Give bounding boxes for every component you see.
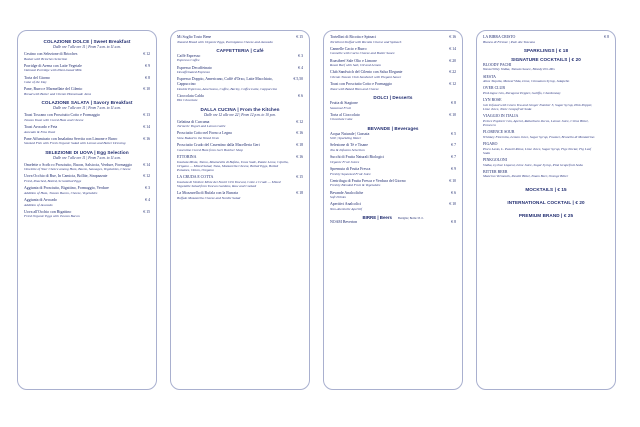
- item-desc: Turmeric Yogurt and Lemon Gelée: [177, 124, 226, 129]
- item-price: € 18: [296, 191, 303, 196]
- item-price: € 16: [449, 35, 456, 39]
- item-desc: Oatmeal Porridge with Plant-based Milk: [24, 68, 82, 73]
- section-title-signature: SIGNATURE COCKTAILS | € 20: [511, 56, 581, 62]
- item-desc: Pisco Lasio, L. Pasetti Rinse, Lime Juice, Sugar Syrup, Figs Nectar, Fig Leaf Soda: [483, 146, 592, 155]
- item-desc: Organic Fruit Juices: [330, 159, 360, 164]
- menu-item: [330, 167, 456, 176]
- item-desc: Mancino Vermouth, Pasetti Bitter, Noam Beer, Orange Bitter: [483, 174, 569, 179]
- item-price: € 5,50: [293, 77, 303, 82]
- menu-item: [24, 174, 150, 183]
- item-name: BITTER BEER: [483, 169, 508, 174]
- item-desc: Whiskey Fiorentia, Lemon Juice, Sugar Syrup, Foamer, Brunello di Montalcino: [483, 134, 595, 139]
- item-desc: Insalata di Verdure Miste dei Nostri Orti Toscani, Cotte e Crude — Mixed Vegetable Salad from Tuscan Gardens, Raw and Cooked: [177, 179, 281, 188]
- menu-item-birra-cristo: [483, 35, 609, 44]
- item-desc: Seasonal Fruit: [330, 105, 351, 110]
- item-price: € 8: [604, 35, 609, 39]
- item-desc: Still | Sparkling Water: [330, 136, 362, 141]
- menu-item: [330, 70, 456, 79]
- menu-item: [177, 54, 303, 63]
- menu-item: [330, 191, 456, 200]
- item-price: € 10: [449, 202, 456, 207]
- item-desc: Buffalo Mozzarella Cheese and Nordic Salad: [177, 195, 241, 200]
- item-name: Aggiunta di Prosciutto, Bigattino, Formaggio, Verdure: [24, 186, 109, 191]
- section-title-cucina: DALLA CUCINA | From the Kitchen: [200, 106, 280, 112]
- item-desc: Soft Drinks: [330, 195, 346, 200]
- item-name: Acqua Naturale | Gassata: [330, 131, 370, 136]
- section-title-caffetteria: CAFFETTERIA | Café: [216, 47, 264, 53]
- item-desc: Tuscan Toast with Cured Ham and Cheese: [24, 117, 84, 122]
- item-desc: Hot Chocolate: [177, 98, 198, 103]
- item-name: Centrifuga di Frutta Fresca e Verdura del Giorno: [330, 178, 406, 183]
- item-price: € 9: [145, 63, 150, 68]
- item-name: Porridge di Avena con Latte Vegetale: [24, 63, 82, 68]
- item-desc: Roast Beef with Salt, Oil and Lemon: [330, 63, 382, 68]
- menu-item: [330, 35, 456, 44]
- item-name: Succhi di Frutta Naturali Biologici: [330, 155, 385, 160]
- menu-item: [483, 158, 609, 167]
- section-hours: Dalle ore 12 alle ore 22 | From 12 p.m. to 10 p.m.: [204, 112, 276, 117]
- item-desc: Bianca di Firenze | Pale Ale Toscana: [483, 39, 535, 44]
- item-price: € 12: [143, 52, 150, 56]
- item-name: Aggiunta di Avocado: [24, 197, 57, 202]
- section-title-dolci: DOLCI | Desserts: [373, 94, 413, 100]
- menu-item: [330, 47, 456, 56]
- menu-page-1: [17, 30, 157, 390]
- menu-item: [24, 64, 150, 73]
- menu-item: [177, 155, 303, 172]
- item-name: Uova Occhio di Bue, In Camicia, Bollite, Strapazzate: [24, 174, 108, 179]
- item-desc: Wasserlilley Vodka, Tomato Sauce, Bloody Pre-Mix: [483, 67, 555, 72]
- menu-list-dolci: [330, 101, 456, 122]
- item-name: Toast Avocado e Feta: [24, 124, 58, 129]
- menu-item: [177, 143, 303, 152]
- menu-item: [483, 86, 609, 95]
- menu-page-2: [170, 30, 310, 390]
- item-name: Espresso Doppio, Americano, Caffè d'Orzo, Latte Macchiato, Cappuccino: [177, 77, 273, 86]
- item-name: OVER CLUB: [483, 86, 505, 91]
- section-title-international: INTERNATIONAL COCKTAIL | € 20: [507, 199, 585, 205]
- item-name: Gelatina di Curcuma: [177, 119, 210, 124]
- menu-item: [483, 130, 609, 139]
- section-title-sparklings: SPARKLINGS | € 18: [523, 47, 569, 53]
- item-name: FIGARO: [483, 141, 498, 146]
- item-desc: Freshly Blended Fruit & Vegetables: [330, 183, 381, 188]
- menu-item: [177, 175, 303, 188]
- menu-item: [483, 63, 609, 72]
- item-name: Frutta di Stagione: [330, 100, 358, 105]
- item-price: € 3: [145, 186, 150, 191]
- menu-item: [24, 186, 150, 195]
- item-desc: Freshly Squeezed Fruit Juice: [330, 171, 371, 176]
- item-desc: Espresso Coffee: [177, 58, 200, 63]
- menu-list-cocktails: [483, 63, 609, 179]
- section-title-mocktails: MOCKTAILS | € 15: [525, 186, 567, 192]
- item-name: Cestino con Selezione di Brioches: [24, 52, 78, 56]
- item-name: Mi Soglio Tosto Bene: [177, 35, 212, 39]
- menu-item: [24, 163, 150, 172]
- menu-item: [24, 137, 150, 146]
- item-desc: Fried Organic Eggs with Tuscan Bacon: [24, 214, 80, 219]
- menu-list-uova: [24, 163, 150, 219]
- item-name: Toast Toscano con Prosciutto Cotto e Formaggio: [24, 113, 100, 118]
- menu-page-3: [323, 30, 463, 390]
- item-name: Aperitivi Analcolici: [330, 202, 362, 207]
- item-price: € 4: [145, 197, 150, 202]
- menu-item: [483, 75, 609, 84]
- item-name: Torta del Giorno: [24, 75, 50, 80]
- item-price: € 8: [145, 75, 150, 80]
- menu-item: [24, 52, 150, 61]
- item-price: € 8: [451, 100, 456, 105]
- item-price: € 16: [296, 131, 303, 136]
- item-name: VIAGGIO IN ITALIA: [483, 114, 519, 119]
- menu-list-pasta: [330, 35, 456, 91]
- section-title-premium: PREMIUM BRAND | € 25: [518, 212, 574, 218]
- section-hours: Dalle ore 7 alle ore 11 | From 7 a.m. to 11 a.m.: [53, 155, 121, 160]
- item-desc: Non-Alcoholic Aperitif: [330, 206, 362, 211]
- menu-item: [24, 76, 150, 85]
- item-desc: Prince Explorer Gin, Aperol, Rabarbaro Zucca, Lemon Juice, Citrus Bitter, Prosecco: [483, 118, 589, 127]
- item-name: Cannelle Cacio e Burro: [330, 46, 367, 51]
- item-price: € 10: [449, 112, 456, 117]
- section-title-colazione-salata: COLAZIONE SALATA | Savory Breakfast: [41, 100, 133, 106]
- menu-item: [24, 113, 150, 122]
- menu-item: [177, 77, 303, 90]
- menu-item: [483, 142, 609, 155]
- item-name: Selezione di Tè e Tisane: [330, 143, 368, 148]
- item-price: € 10: [143, 87, 150, 92]
- item-desc: Avocado & Feta Toast: [24, 129, 56, 134]
- item-name: Tortellini di Ricotta e Spinaci: [330, 35, 376, 39]
- item-price: € 12: [296, 119, 303, 124]
- menu-item: [330, 113, 456, 122]
- item-price: € 18: [296, 143, 303, 148]
- item-name: FLORENCE SOUR: [483, 130, 515, 135]
- menu-item: [330, 59, 456, 68]
- menu-item: [330, 155, 456, 164]
- section-title-birre: BIRRE | Beers: [362, 215, 393, 221]
- item-desc: Slow Baked in the Wood Oven: [177, 135, 220, 140]
- menu-item: [483, 170, 609, 179]
- item-name: LYN ROSE: [483, 98, 502, 103]
- menu-item: [177, 131, 303, 140]
- item-price: € 13: [143, 113, 150, 118]
- item-price: € 12: [449, 82, 456, 87]
- item-desc: Smoked Fish with Fresh Organic Salad with Lemon and Butter Dressing: [24, 141, 126, 146]
- item-name: Omelette o Scrib ro Prosciutto, Bacon, Salsiccia, Verdure, Formaggio: [24, 162, 133, 167]
- section-hours: Dalle ore 7 alle ore 11 | From 7 a.m. to 11 a.m.: [53, 106, 121, 111]
- menu-item: [330, 132, 456, 141]
- item-name: LA CRUDA E COTTA: [177, 175, 214, 180]
- menu-item: [330, 179, 456, 188]
- item-desc: Toasted Bread with Organic Eggs, Parmigiano Cheese and Avocado: [177, 39, 273, 44]
- item-price: € 14: [449, 46, 456, 51]
- item-price: € 10: [449, 178, 456, 183]
- item-price: € 8: [451, 220, 456, 225]
- section-hours: Dalle ore 7 alle ore 11 | From 7 a.m. to 11 a.m.: [53, 45, 121, 49]
- item-name: Prosciutto Cotto nel Forno a Legna: [177, 131, 232, 136]
- item-price: € 14: [143, 162, 150, 167]
- item-name: Pane Affumicato con Insalatina Servita con Limone e Burro: [24, 136, 118, 141]
- item-price: € 16: [296, 154, 303, 159]
- item-name: Caffè Espresso: [177, 53, 201, 58]
- item-price: € 7: [451, 155, 456, 160]
- menu-list-salata: [24, 113, 150, 145]
- menu-list-dolce: [24, 52, 150, 96]
- item-name: La Mozzarella di Bufala con la Burrata: [177, 191, 238, 196]
- item-price: € 20: [449, 58, 456, 63]
- item-price: € 7: [451, 143, 456, 148]
- menu-item: [177, 120, 303, 129]
- item-price: € 15: [296, 175, 303, 180]
- menu-list-caffe: [177, 54, 303, 103]
- item-price: € 6: [451, 190, 456, 195]
- menu-item: [177, 191, 303, 200]
- item-desc: Tortelloni Stuffed with Ricotta Cheese and Spinach: [330, 39, 402, 44]
- item-name: Pane, Burro e Marmellate del Cilento: [24, 87, 83, 92]
- birre-bottle-size: Bottiglia | Bottle 33 cl.: [398, 217, 424, 221]
- item-name: Uova all'Occhio con Bigattino: [24, 209, 72, 214]
- item-desc: Fried, Poached, Boiled, Scrambled Eggs: [24, 178, 82, 183]
- item-name: Prosciutto Crudo del Casentino dalla Macelleria Geri: [177, 143, 260, 148]
- menu-list-cucina: [177, 120, 303, 200]
- section-title-uova: SELEZIONE DI UOVA | Egg Selection: [45, 149, 129, 155]
- menu-item: [483, 98, 609, 111]
- menu-item: [177, 66, 303, 75]
- item-desc: Bread with Butter and Cilento Homemade Jams: [24, 91, 92, 96]
- menu-page-4: [476, 30, 616, 390]
- item-desc: Gin Infused with Green Tea and Ginger Number 3, Sugar Syrup, Pink Pepper, Lime Juice, Tonic Grapefruit Soda: [483, 102, 593, 111]
- item-name: Espresso Decaffeinato: [177, 65, 212, 70]
- item-desc: Basket with Brioches Selection: [24, 56, 68, 61]
- item-name: Bevande Analcoliche: [330, 190, 364, 195]
- menu-item: [24, 125, 150, 134]
- menu-item: [24, 198, 150, 207]
- item-desc: Double Espresso, Americano, Coffee, Barley, Coffee Latte, Cappuccino: [177, 86, 278, 91]
- item-desc: Toast with Baked Ham and Cheese: [330, 86, 379, 91]
- menu-item: [330, 101, 456, 110]
- menu-item-noam: [330, 220, 456, 225]
- item-name: LA BIRRA CRISTO: [483, 35, 516, 39]
- item-desc: Casentino Cured Ham from Geri Butcher Shop: [177, 147, 243, 152]
- item-name: Spremuta di Frutta Fresca: [330, 166, 371, 171]
- item-desc: Addition of Ham, Tuscan Bacon, Cheese, Vegetables: [24, 190, 98, 195]
- item-desc: Decaffeinated Espresso: [177, 70, 211, 75]
- item-price: € 15: [296, 35, 303, 39]
- item-name: NOAM Beverton: [330, 220, 358, 225]
- item-name: PINKGOLONI: [483, 157, 507, 162]
- item-desc: PinLingue Gin, Paragone Pepper, Galiffo, Chardonnay: [483, 90, 561, 95]
- menu-item: [483, 114, 609, 127]
- section-title-bevande: BEVANDE | Beverages: [367, 125, 419, 131]
- item-desc: Insalata Mista, Tonno, Mozzarella di Bufala, Uova Sode, Patate Lesse, Cipolla, Origano — Mixed Salad, Tuna, Mozzarella Cheese, Boiled Eggs, Boiled Potatoes, Onion, Oregano: [177, 159, 289, 172]
- item-price: € 6: [298, 93, 303, 98]
- menu-item: [177, 94, 303, 103]
- item-price: € 12: [143, 174, 150, 179]
- item-name: Cioccolata Calda: [177, 93, 204, 98]
- item-desc: Tea & Infusion Selection: [330, 147, 365, 152]
- menu-item: [24, 87, 150, 96]
- item-name: ETTORINA: [177, 154, 197, 159]
- menu-list-bevande: [330, 132, 456, 212]
- item-price: € 22: [449, 70, 456, 75]
- menu-item: [330, 202, 456, 211]
- item-name: Toast con Prosciutto Cotto e Formaggio: [330, 82, 393, 87]
- item-name: BLOODY PACHI: [483, 62, 512, 67]
- menu-item: [177, 35, 303, 44]
- item-desc: Altos Tequila, Mezcal Vida, Lime, Cinnamon Syrup, Jalapeño: [483, 79, 570, 84]
- menu-item: [330, 143, 456, 152]
- item-price: € 5: [451, 131, 456, 136]
- item-price: € 9: [451, 166, 456, 171]
- item-desc: Chocolate Cake: [330, 117, 353, 122]
- menu-item: [330, 82, 456, 91]
- item-desc: Cilento Tuscan Club Sandwich with Elegant Sauce: [330, 74, 402, 79]
- item-price: € 3: [298, 53, 303, 58]
- menu-item: [24, 210, 150, 219]
- item-desc: Cake of the Day: [24, 80, 47, 85]
- item-price: € 16: [143, 136, 150, 141]
- item-name: SIESTA: [483, 74, 496, 79]
- item-name: Club Sandwich del Cilento con Salsa Elegante: [330, 70, 403, 75]
- item-desc: Addition of Avocado: [24, 202, 53, 207]
- item-desc: Omelette of Your Choice among Ham, Bacon, Sausages, Vegetables, Cheese: [24, 167, 131, 172]
- item-desc: Vodka, Lychee Liqueur, Lime Juice, Sugar Syrup, Pink Grapefruit Soda: [483, 162, 583, 167]
- item-price: € 14: [143, 124, 150, 129]
- menu-list-top: [177, 35, 303, 44]
- section-title-colazione-dolce: COLAZIONE DOLCE | Sweet Breakfast: [43, 39, 131, 44]
- item-price: € 15: [143, 209, 150, 214]
- item-price: € 4: [298, 65, 303, 70]
- item-name: Torta al Cioccolato: [330, 112, 360, 117]
- item-desc: Cannelle with Cacio Cheese and Butter Sauce: [330, 51, 395, 56]
- item-name: Roastbeef Sale Olio e Limone: [330, 58, 377, 63]
